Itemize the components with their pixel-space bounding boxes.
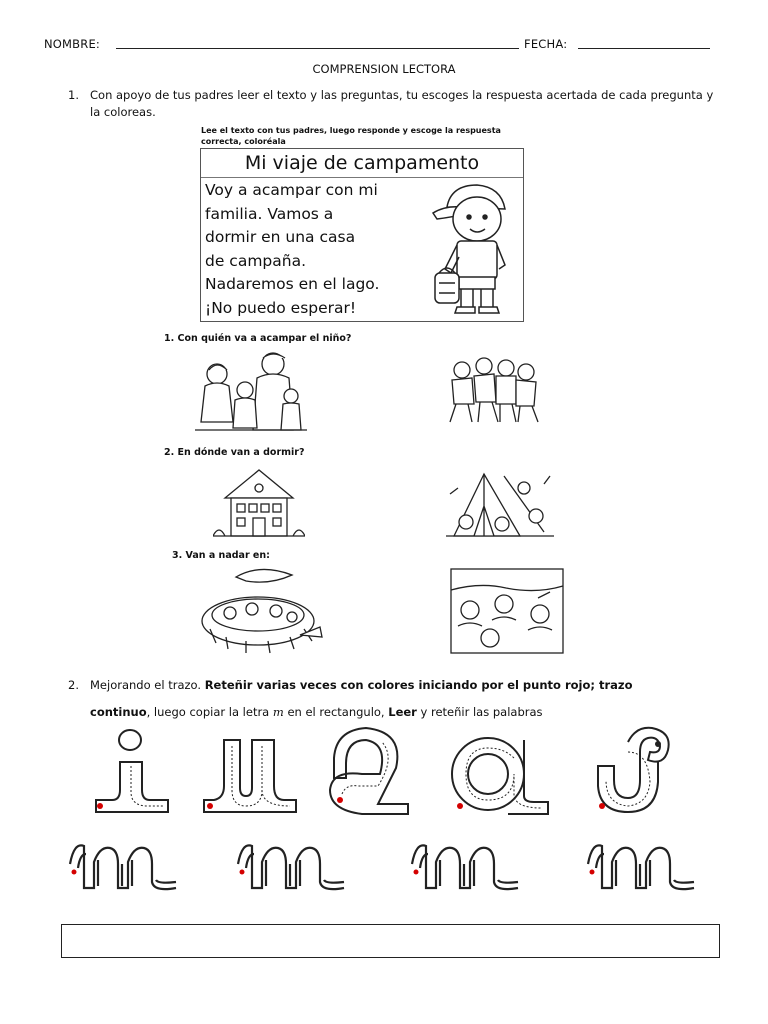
item2-line2-plain-b: en el rectangulo, (287, 705, 385, 719)
friends-option-image[interactable] (444, 354, 540, 426)
start-dot (337, 797, 343, 803)
item1-number: 1. (68, 88, 79, 102)
start-dot (207, 803, 213, 809)
story-line: de campaña. (205, 251, 307, 270)
start-dot (590, 870, 595, 875)
trace-letter-i[interactable] (88, 726, 178, 816)
end-dot (655, 741, 661, 747)
name-field-line[interactable] (116, 48, 519, 49)
story-line: Voy a acampar con mi (205, 181, 378, 199)
item2-line2 (90, 704, 543, 721)
family-option-image[interactable] (195, 350, 307, 432)
start-dot (414, 870, 419, 875)
item2-line2-bold-leer: Leer (388, 705, 417, 719)
story-box (200, 148, 524, 322)
page-title: COMPRENSION LECTORA (312, 62, 456, 76)
item2-line2-bold-continuo: continuo (90, 705, 147, 719)
trace-letter-o[interactable] (588, 722, 684, 816)
start-dot (97, 803, 103, 809)
tent-option-image[interactable] (444, 466, 556, 542)
story-title: Mi viaje de campamento (201, 149, 523, 178)
start-dot (599, 803, 605, 809)
story-line: familia. Vamos a (205, 204, 334, 223)
item2-number: 2. (68, 678, 79, 692)
trace-letter-m-4[interactable] (584, 838, 698, 898)
question-1: 1. Con quién va a acampar el niño? (164, 333, 352, 344)
story-text (205, 179, 379, 320)
date-label: FECHA: (524, 37, 568, 51)
trace-letter-a[interactable] (448, 734, 552, 816)
house-option-image[interactable] (213, 464, 305, 540)
trace-letter-e[interactable] (322, 724, 414, 816)
story-line: Nadaremos en el lago. (205, 275, 380, 293)
start-dot (72, 870, 77, 875)
pool-option-image[interactable] (196, 563, 324, 659)
item1-instructions: Con apoyo de tus padres leer el texto y las preguntas, tu escoges la respuesta acertada de cada pregunta y la coloreas. (90, 88, 714, 119)
trace-letter-m-1[interactable] (66, 838, 180, 898)
date-field-line[interactable] (578, 48, 710, 49)
letter-m-glyph: m (272, 705, 284, 719)
item2-line1 (90, 677, 632, 694)
story-line: ¡No puedo esperar! (205, 298, 357, 317)
item2-line1-bold: Reteñir varias veces con colores iniciando por el punto rojo; trazo (204, 678, 633, 692)
story-line: dormir en una casa (205, 228, 356, 246)
item2-line1-plain: Mejorando el trazo. (90, 678, 202, 692)
boy-camper-illustration (429, 179, 521, 317)
question-3: 3. Van a nadar en: (172, 550, 270, 561)
start-dot (457, 803, 463, 809)
trace-letter-m-2[interactable] (234, 838, 348, 898)
copy-letter-rectangle[interactable] (61, 924, 720, 958)
start-dot (240, 870, 245, 875)
lake-option-image[interactable] (450, 568, 564, 654)
item2-line2-plain-c: y reteñir las palabras (420, 705, 543, 719)
worksheet-instruction-line1: Lee el texto con tus padres, luego responde y escoge la respuesta (201, 126, 501, 135)
item2-line2-plain-a: , luego copiar la letra (146, 705, 270, 719)
trace-letter-m-3[interactable] (408, 838, 522, 898)
name-label: NOMBRE: (44, 37, 100, 51)
worksheet-instruction-line2: correcta, coloréala (201, 137, 286, 146)
trace-letter-u[interactable] (200, 734, 300, 816)
question-2: 2. En dónde van a dormir? (164, 447, 305, 458)
